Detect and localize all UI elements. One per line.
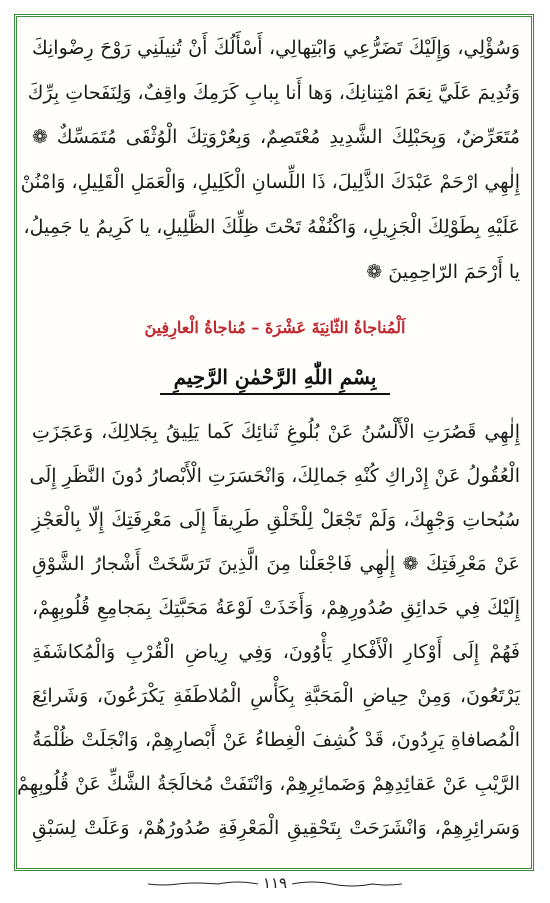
text-line: الْعُقُولُ عَنْ إِدْراكِ كُنْهِ جَمالِكَ، وَانْحَسَرَتِ الْأَبْصارُ دُونَ النَّظَرِ إِلَى [29, 465, 520, 487]
basmala-flourish [160, 389, 390, 395]
text-line: إِلَيْكَ فِي حَدائِقِ صُدُورِهِمْ، وَأَخَذَتْ لَوْعَةُ مَحَبَّتِكَ بِمَجامِعِ قُلُوبِهِمْ، [32, 597, 520, 619]
text-line: عَلَيْهِ بِطَوْلِكَ الْجَزِيلِ، وَاكْنُفْهُ تَحْتَ ظِلِّكَ الظَّلِيلِ، يا كَرِيمُ يا جَمِيلُ، [23, 216, 520, 238]
ornament-icon [292, 880, 402, 888]
page-footer [0, 874, 550, 892]
text-line: إِلٰهِي ارْحَمْ عَبْدَكَ الذَّلِيلَ، ذَا اللِّسانِ الْكَلِيلِ، وَالْعَمَلِ الْقَلِيلِ، وَامْنُنْ [20, 171, 520, 193]
basmala-calligraphy [160, 365, 390, 395]
text-line: عَنْ مَعْرِفَتِكَ ❁ إِلٰهِي فَاجْعَلْنا مِنَ الَّذِينَ تَرَسَّخَتْ أَشْجارُ الشَّوْقِ [32, 553, 520, 575]
text-line: وَسَرائِرِهِمْ، وَانْشَرَحَتْ بِتَحْقِيقِ الْمَعْرِفَةِ صُدُورُهُمْ، وَعَلَتْ لِسَبْقِ [32, 817, 520, 839]
basmala-text: بِسْمِ اللّٰهِ الرَّحْمٰنِ الرَّحِيمِ [173, 365, 377, 389]
text-line: وَسُؤْلِي، وَإِلَيْكَ تَضَرُّعِي وَابْتِهالِي، أَسْأَلُكَ أَنْ تُنِيلَنِي رَوْحَ رِضْوانِكَ [32, 37, 520, 59]
text-line: يَرْتَعُونَ، وَمِنْ حِياضِ الْمَحَبَّةِ بِكَأْسِ الْمُلاطَفَةِ يَكْرَعُونَ، وَشَرائِعَ [32, 685, 520, 707]
text-line: وَتُدِيمَ عَلَيَّ نِعَمَ امْتِنانِكَ، وَها أَنا بِبابِ كَرَمِكَ واقِفٌ، وَلِنَفَحاتِ بِرِّكَ [27, 82, 520, 104]
text-line: الْمُصافاةِ يَرِدُونَ، قَدْ كُشِفَ الْغِطاءُ عَنْ أَبْصارِهِمْ، وَانْجَلَتْ ظُلْمَةُ [32, 729, 520, 751]
text-line: سُبُحاتِ وَجْهِكَ، وَلَمْ تَجْعَلْ لِلْخَلْقِ طَرِيقاً إِلَى مَعْرِفَتِكَ إِلّا بِالْعَجْزِ [32, 509, 520, 531]
page-number: ١١٩ [262, 874, 288, 892]
text-line: فَهُمْ إِلَى أَوْكارِ الْأَفْكارِ يَأْوُونَ، وَفِي رِياضِ الْقُرْبِ وَالْمُكاشَفَةِ [32, 641, 520, 663]
text-line: مُتَعَرِّضٌ، وَبِحَبْلِكَ الشَّدِيدِ مُعْتَصِمٌ، وَبِعُرْوَتِكَ الْوُثْقَى مُتَمَسِّكٌ ❁ [32, 126, 520, 148]
text-line: الرَّيْبِ عَنْ عَقائِدِهِمْ وَضَمائِرِهِمْ، وَانْتَفَتْ مُخالَجَةُ الشَّكِّ عَنْ قُلُوبِهِمْ [17, 773, 520, 795]
text-line: يا أَرْحَمَ الرّاحِمِينَ ❁ [366, 261, 520, 283]
text-line: إِلٰهِي قَصُرَتِ الْأَلْسُنُ عَنْ بُلُوغِ ثَنائِكَ كَما يَلِيقُ بِجَلالِكَ، وَعَجَزَتِ [32, 421, 520, 443]
ornament-icon [148, 880, 258, 888]
section-heading: اَلْمُناجاةُ الثّانِيَةَ عَشْرَةَ – مُناجاةُ الْعارِفِينَ [144, 318, 406, 337]
